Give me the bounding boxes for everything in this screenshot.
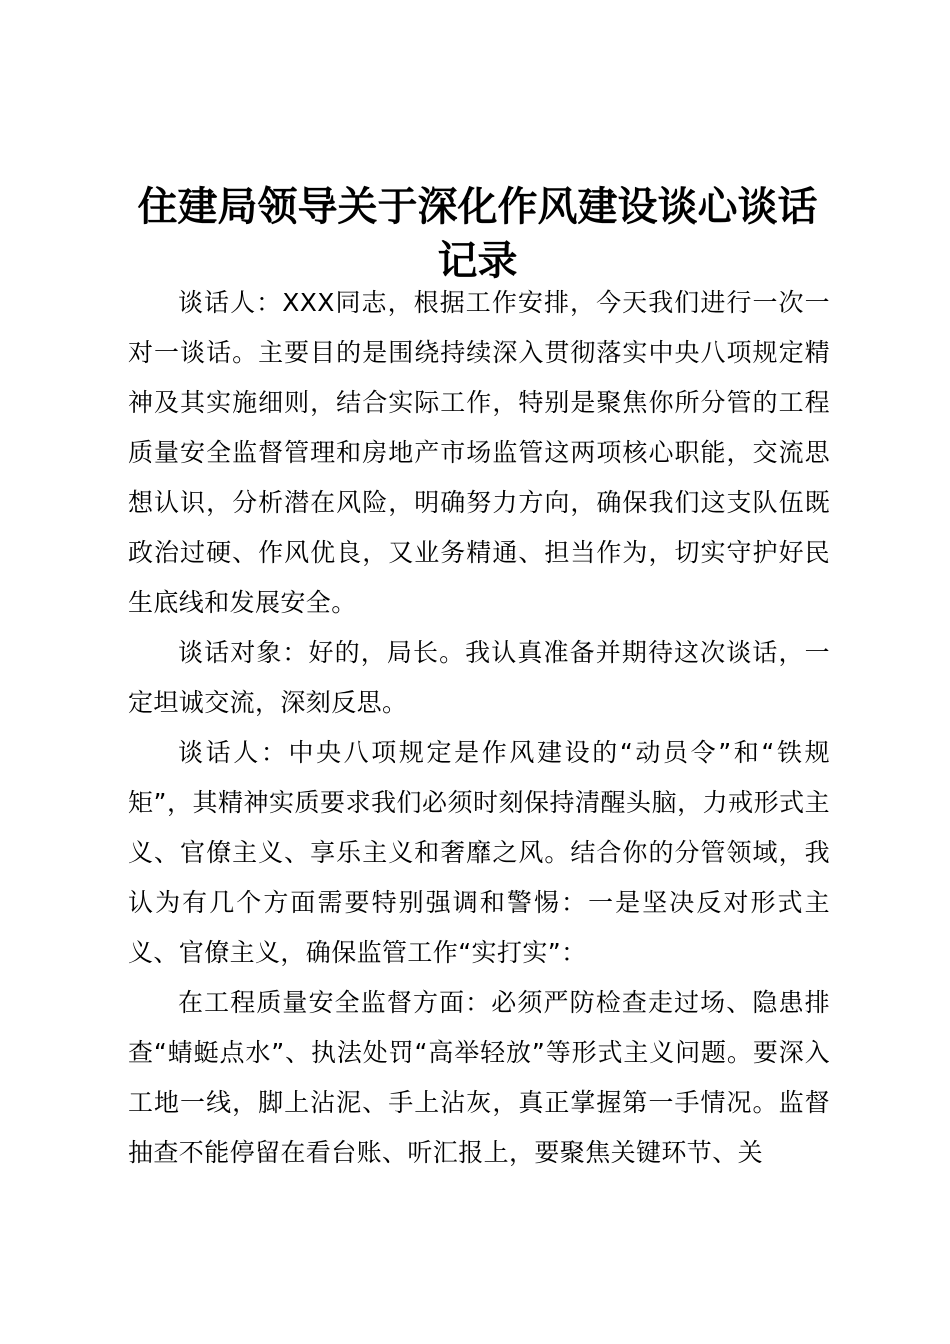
document-body (128, 278, 830, 1178)
title-line-2: 记录 (437, 238, 518, 284)
paragraph: 在工程质量安全监督方面：必须严防检查走过场、隐患排查“蜻蜓点水”、执法处罚“高举轻放”等形式主义问题。要深入工地一线，脚上沾泥、手上沾灰，真正掌握第一手情况。监督抽查不能停留在看台账、听汇报上，要聚焦关键环节、关 (128, 988, 830, 1167)
paragraph: 谈话对象：好的，局长。我认真准备并期待这次谈话，一定坦诚交流，深刻反思。 (128, 638, 830, 717)
paragraph: 谈话人：XXX同志，根据工作安排，今天我们进行一次一对一谈话。主要目的是围绕持续深入贯彻落实中央八项规定精神及其实施细则，结合实际工作，特别是聚焦你所分管的工程质量安全监督管理和房地产市场监管这两项核心职能，交流思想认识，分析潜在风险，明确努力方向，确保我们这支队伍既政治过硬、作风优良，又业务精通、担当作为，切实守护好民生底线和发展安全。 (128, 288, 830, 617)
title-line-1: 住建局领导关于深化作风建设谈心谈话 (137, 184, 818, 230)
paragraph: 谈话人：中央八项规定是作风建设的“动员令”和“铁规矩”，其精神实质要求我们必须时刻保持清醒头脑，力戒形式主义、官僚主义、享乐主义和奢靡之风。结合你的分管领域，我认为有几个方面需要特别强调和警惕：一是坚决反对形式主义、官僚主义，确保监管工作“实打实”： (128, 738, 830, 967)
page-title (120, 180, 835, 288)
